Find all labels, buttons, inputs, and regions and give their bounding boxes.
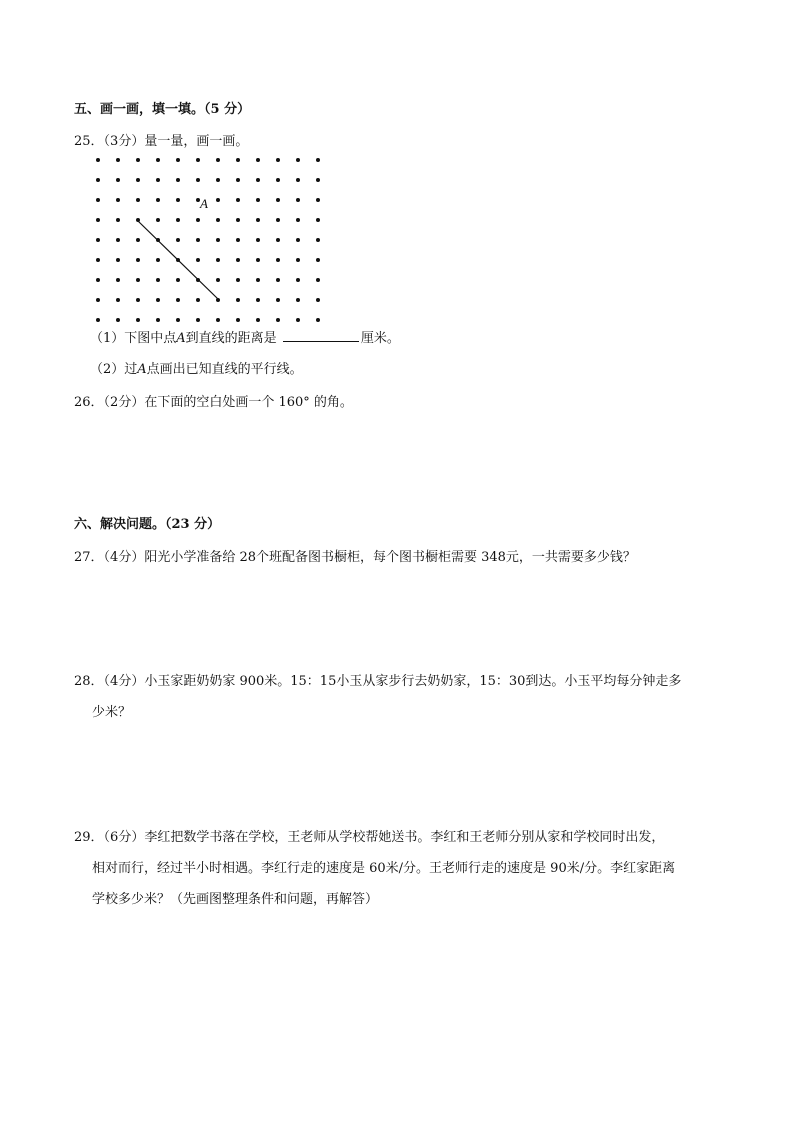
q25-part2-point: A (137, 362, 147, 377)
grid-dot (96, 198, 100, 202)
grid-dot (316, 158, 320, 162)
grid-dot (196, 178, 200, 182)
grid-dot (116, 318, 120, 322)
grid-dot (216, 198, 220, 202)
q25-part1-point: A (176, 331, 186, 346)
grid-dot (276, 178, 280, 182)
grid-dot (136, 298, 140, 302)
grid-dot (236, 258, 240, 262)
grid-dot (216, 218, 220, 222)
q25-part2 (90, 361, 303, 379)
q27-text: 27．（4分）阳光小学准备给 28个班配备图书橱柜，每个图书橱柜需要 348元，一共需要多少钱？ (74, 550, 636, 565)
given-line-segment (138, 221, 218, 299)
grid-dot (216, 178, 220, 182)
grid-dot (96, 258, 100, 262)
grid-dot (116, 158, 120, 162)
grid-dot (136, 198, 140, 202)
grid-dot (296, 258, 300, 262)
grid-dot (116, 198, 120, 202)
grid-dot (276, 238, 280, 242)
distance-answer-blank[interactable] (283, 329, 359, 342)
grid-dot (276, 318, 280, 322)
grid-dot (116, 258, 120, 262)
grid-dot (196, 238, 200, 242)
grid-dot (96, 238, 100, 242)
grid-dot (236, 178, 240, 182)
grid-dot (136, 278, 140, 282)
q29-line3: 学校多少米？（先画图整理条件和问题，再解答） (92, 892, 379, 907)
grid-dot (176, 158, 180, 162)
grid-dot (296, 238, 300, 242)
section5-heading: 五、画一画，填一填。（5 分） (74, 102, 251, 117)
q28-line2: 少米？ (92, 705, 132, 720)
grid-dot (196, 158, 200, 162)
grid-dot (136, 158, 140, 162)
grid-dot (296, 158, 300, 162)
grid-dots (96, 158, 320, 322)
q25-title: 25．（3分）量一量，画一画。 (74, 134, 249, 149)
grid-dot (116, 238, 120, 242)
point-a-label: A (200, 196, 208, 211)
grid-dot (256, 298, 260, 302)
grid-dot (256, 198, 260, 202)
grid-dot (156, 178, 160, 182)
grid-dot (196, 258, 200, 262)
grid-dot (236, 278, 240, 282)
q25-part2-prefix: （2）过 (90, 362, 138, 377)
grid-dot (176, 178, 180, 182)
q28-line1: 28．（4分）小玉家距奶奶家 900米。15：15小玉从家步行去奶奶家，15：30到达。小玉平均每分钟走多 (74, 674, 682, 689)
grid-dot (316, 258, 320, 262)
grid-dot (176, 298, 180, 302)
grid-dot (216, 158, 220, 162)
grid-dot (296, 298, 300, 302)
q29-line1: 29．（6分）李红把数学书落在学校，王老师从学校帮她送书。李红和王老师分别从家和学校同时出发， (74, 830, 665, 845)
grid-dot (156, 218, 160, 222)
grid-dot (96, 218, 100, 222)
section6-heading: 六、解决问题。（23 分） (74, 517, 221, 532)
grid-dot (116, 178, 120, 182)
q26-text: 26．（2分）在下面的空白处画一个 160° 的角。 (74, 395, 353, 410)
dot-grid-figure (88, 150, 328, 330)
grid-dot (116, 218, 120, 222)
grid-dot (136, 318, 140, 322)
grid-dot (236, 218, 240, 222)
grid-dot (196, 318, 200, 322)
grid-dot (276, 198, 280, 202)
grid-dot (276, 258, 280, 262)
grid-dot (96, 278, 100, 282)
grid-dot (136, 178, 140, 182)
grid-dot (256, 238, 260, 242)
grid-dot (236, 298, 240, 302)
grid-dot (236, 158, 240, 162)
grid-dot (296, 278, 300, 282)
q25-part2-suffix: 点画出已知直线的平行线。 (146, 362, 303, 377)
grid-dot (256, 178, 260, 182)
grid-dot (316, 318, 320, 322)
grid-dot (316, 278, 320, 282)
grid-dot (216, 278, 220, 282)
grid-dot (156, 318, 160, 322)
grid-dot (316, 218, 320, 222)
grid-dot (176, 238, 180, 242)
grid-dot (236, 198, 240, 202)
q29-line2: 相对而行，经过半小时相遇。李红行走的速度是 60米/分。王老师行走的速度是 90米/分。李红家距离 (92, 861, 676, 876)
grid-dot (156, 158, 160, 162)
grid-dot (236, 318, 240, 322)
grid-dot (276, 298, 280, 302)
grid-dot (216, 238, 220, 242)
grid-dot (256, 278, 260, 282)
grid-dot (196, 218, 200, 222)
grid-dot (196, 298, 200, 302)
grid-dot (276, 158, 280, 162)
q25-part1-suffix: 厘米。 (360, 331, 400, 346)
grid-dot (256, 158, 260, 162)
q25-part1 (90, 329, 400, 348)
grid-dot (156, 298, 160, 302)
grid-dot (236, 238, 240, 242)
q25-part1-prefix: （1）下图中点 (90, 331, 177, 346)
grid-dot (256, 318, 260, 322)
grid-dot (156, 258, 160, 262)
grid-dot (216, 258, 220, 262)
grid-dot (156, 278, 160, 282)
grid-dot (116, 278, 120, 282)
grid-dot (176, 278, 180, 282)
grid-dot (136, 238, 140, 242)
grid-dot (316, 198, 320, 202)
grid-dot (176, 218, 180, 222)
grid-dot (96, 298, 100, 302)
grid-dot (276, 278, 280, 282)
grid-dot (316, 238, 320, 242)
grid-dot (216, 318, 220, 322)
grid-dot (176, 318, 180, 322)
grid-dot (276, 218, 280, 222)
grid-dot (316, 178, 320, 182)
grid-dot (256, 218, 260, 222)
grid-dot (136, 258, 140, 262)
grid-dot (296, 318, 300, 322)
grid-dot (296, 198, 300, 202)
grid-dot (96, 178, 100, 182)
grid-dot (256, 258, 260, 262)
grid-dot (96, 318, 100, 322)
grid-dot (176, 198, 180, 202)
grid-dot (316, 298, 320, 302)
grid-dot (116, 298, 120, 302)
grid-dot (156, 198, 160, 202)
grid-dot (296, 178, 300, 182)
grid-dot (96, 158, 100, 162)
grid-dot (296, 218, 300, 222)
q25-part1-mid: 到直线的距离是 (185, 331, 277, 346)
